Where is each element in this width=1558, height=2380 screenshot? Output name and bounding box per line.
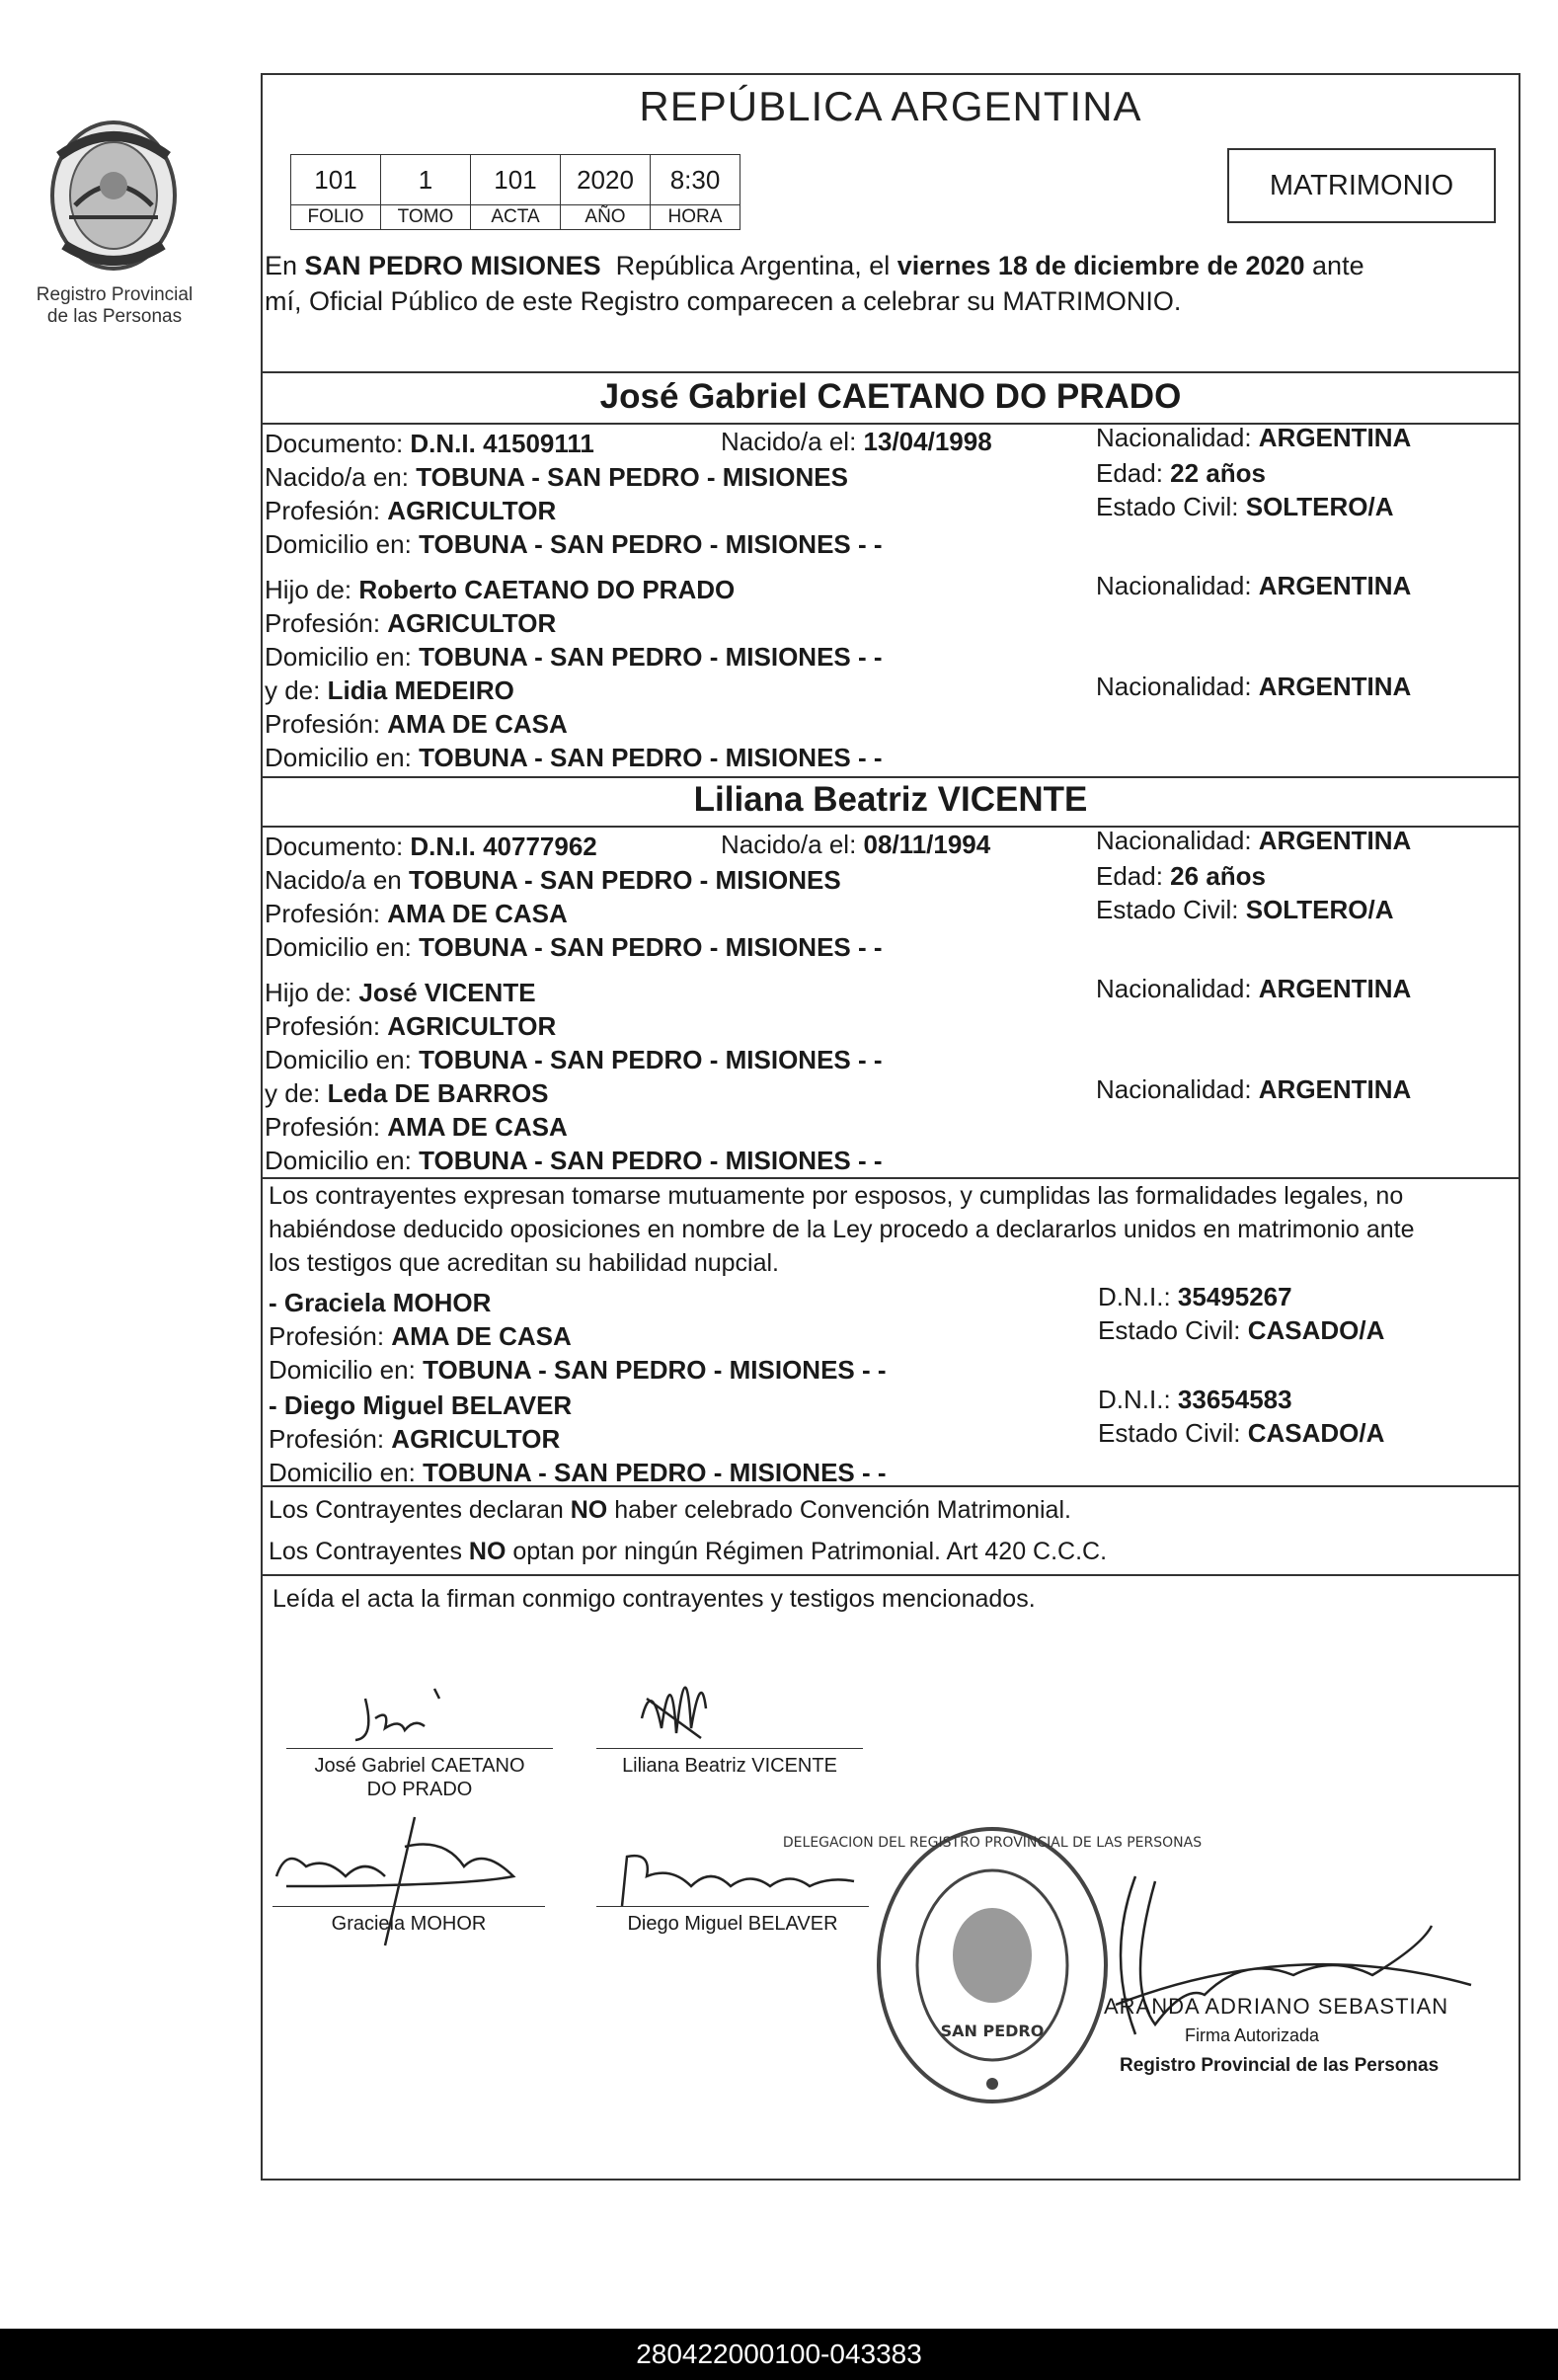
declaration-line-3: los testigos que acreditan su habilidad nupcial. bbox=[269, 1249, 780, 1277]
witness2-civil-status: Estado Civil: CASADO/A bbox=[1098, 1418, 1385, 1448]
spouse2-name-heading: Liliana Beatriz VICENTE bbox=[693, 780, 1088, 819]
spouse2-domicile: Domicilio en: TOBUNA - SAN PEDRO - MISIONES - - bbox=[265, 932, 883, 962]
tomo-label: TOMO bbox=[381, 205, 471, 230]
intro-line-1: En SAN PEDRO MISIONES República Argentina, el viernes 18 de diciembre de 2020 ante bbox=[265, 251, 1364, 280]
spouse1-mother-domicile: Domicilio en: TOBUNA - SAN PEDRO - MISIONES - - bbox=[265, 743, 883, 772]
spouse1-name-heading: José Gabriel CAETANO DO PRADO bbox=[599, 377, 1182, 416]
spouse1-profession: Profesión: AGRICULTOR bbox=[265, 496, 557, 525]
witness1-domicile: Domicilio en: TOBUNA - SAN PEDRO - MISIONES - - bbox=[269, 1355, 887, 1385]
spouse2-birthplace: Nacido/a en TOBUNA - SAN PEDRO - MISIONES bbox=[265, 865, 841, 895]
folio-value: 101 bbox=[291, 155, 381, 205]
intro-line-2: mí, Oficial Público de este Registro comparecen a celebrar su MATRIMONIO. bbox=[265, 286, 1182, 316]
spouse2-father-profession: Profesión: AGRICULTOR bbox=[265, 1011, 557, 1041]
spouse2-nationality: Nacionalidad: ARGENTINA bbox=[1096, 826, 1412, 855]
spouse1-mother-nationality: Nacionalidad: ARGENTINA bbox=[1096, 672, 1412, 701]
signature-line bbox=[273, 1906, 545, 1907]
registry-delegation-stamp bbox=[782, 1817, 1203, 2113]
spouse2-document: Documento: D.N.I. 40777962 bbox=[265, 832, 597, 861]
signature-line bbox=[596, 1748, 863, 1749]
spouse2-age: Edad: 26 años bbox=[1096, 861, 1266, 891]
spouse1-father-profession: Profesión: AGRICULTOR bbox=[265, 608, 557, 638]
tomo-value: 1 bbox=[381, 155, 471, 205]
witness1-name: - Graciela MOHOR bbox=[269, 1288, 492, 1317]
declaration-line-2: habiéndose deducido oposiciones en nombre de la Ley procedo a declararlos unidos en matrimonio ante bbox=[269, 1216, 1415, 1243]
witness2-name: - Diego Miguel BELAVER bbox=[269, 1390, 573, 1420]
spouse2-mother-nationality: Nacionalidad: ARGENTINA bbox=[1096, 1074, 1412, 1104]
declaration-line-1: Los contrayentes expresan tomarse mutuamente por esposos, y cumplidas las formalidades legales, no bbox=[269, 1182, 1404, 1210]
spouse1-civil-status: Estado Civil: SOLTERO/A bbox=[1096, 492, 1394, 521]
signature-scribble-liliana bbox=[632, 1639, 721, 1748]
official-role: Firma Autorizada bbox=[1185, 2025, 1320, 2045]
spouse1-father-nationality: Nacionalidad: ARGENTINA bbox=[1096, 571, 1412, 600]
anio-value: 2020 bbox=[561, 155, 651, 205]
convention-line-1: Los Contrayentes declaran NO haber celebrado Convención Matrimonial. bbox=[269, 1496, 1071, 1524]
divider bbox=[261, 776, 1520, 778]
anio-label: AÑO bbox=[561, 205, 651, 230]
witness1-dni: D.N.I.: 35495267 bbox=[1098, 1282, 1292, 1311]
divider bbox=[261, 371, 1520, 373]
spouse2-father-domicile: Domicilio en: TOBUNA - SAN PEDRO - MISIONES - - bbox=[265, 1045, 883, 1074]
official-name: ARANDA ADRIANO SEBASTIAN bbox=[1104, 1994, 1449, 2019]
spouse1-birthplace: Nacido/a en: TOBUNA - SAN PEDRO - MISIONES bbox=[265, 462, 848, 492]
stamp-ring-text: DELEGACION DEL REGISTRO PROVINCIAL DE LAS PERSONAS bbox=[782, 1835, 1203, 1851]
spouse1-father-domicile: Domicilio en: TOBUNA - SAN PEDRO - MISIONES - - bbox=[265, 642, 883, 672]
spouse2-mother: y de: Leda DE BARROS bbox=[265, 1078, 549, 1108]
signature-scribble-jose bbox=[346, 1679, 454, 1748]
spouse1-father: Hijo de: Roberto CAETANO DO PRADO bbox=[265, 575, 736, 604]
spouse1-birthdate: Nacido/a el: 13/04/1998 bbox=[721, 427, 992, 456]
divider bbox=[261, 1574, 1520, 1576]
witness2-profession: Profesión: AGRICULTOR bbox=[269, 1424, 561, 1454]
hora-label: HORA bbox=[651, 205, 740, 230]
spouse1-mother: y de: Lidia MEDEIRO bbox=[265, 675, 514, 705]
acta-label: ACTA bbox=[471, 205, 561, 230]
witness2-domicile: Domicilio en: TOBUNA - SAN PEDRO - MISIONES - - bbox=[269, 1458, 887, 1487]
witness2-dni: D.N.I.: 33654583 bbox=[1098, 1385, 1292, 1414]
folio-label: FOLIO bbox=[291, 205, 381, 230]
spouse2-profession: Profesión: AMA DE CASA bbox=[265, 899, 568, 928]
convention-line-2: Los Contrayentes NO optan por ningún Régimen Patrimonial. Art 420 C.C.C. bbox=[269, 1538, 1108, 1565]
spouse2-civil-status: Estado Civil: SOLTERO/A bbox=[1096, 895, 1394, 924]
signature-line bbox=[286, 1748, 553, 1749]
province-seal-logo bbox=[39, 107, 188, 275]
stamp-center-text: SAN PEDRO bbox=[940, 2022, 1045, 2040]
document-code-bar: 280422000100-043383 bbox=[0, 2329, 1558, 2380]
acta-value: 101 bbox=[471, 155, 561, 205]
spouse1-age: Edad: 22 años bbox=[1096, 458, 1266, 488]
official-organization: Registro Provincial de las Personas bbox=[1120, 2055, 1440, 2076]
closing-statement: Leída el acta la firman conmigo contrayentes y testigos mencionados. bbox=[273, 1585, 1036, 1613]
signature-caption-graciela: Graciela MOHOR bbox=[331, 1913, 487, 1935]
witness1-profession: Profesión: AMA DE CASA bbox=[269, 1321, 572, 1351]
signature-caption-diego: Diego Miguel BELAVER bbox=[627, 1913, 838, 1935]
spouse2-father: Hijo de: José VICENTE bbox=[265, 978, 536, 1007]
spouse1-nationality: Nacionalidad: ARGENTINA bbox=[1096, 423, 1412, 452]
spouse1-domicile: Domicilio en: TOBUNA - SAN PEDRO - MISIONES - - bbox=[265, 529, 883, 559]
hora-value: 8:30 bbox=[651, 155, 740, 205]
spouse2-mother-domicile: Domicilio en: TOBUNA - SAN PEDRO - MISIONES - - bbox=[265, 1146, 883, 1175]
signature-caption-jose: José Gabriel CAETANO DO PRADO bbox=[314, 1755, 525, 1800]
document-title: REPÚBLICA ARGENTINA bbox=[639, 83, 1142, 129]
spouse2-father-nationality: Nacionalidad: ARGENTINA bbox=[1096, 974, 1412, 1003]
spouse2-mother-profession: Profesión: AMA DE CASA bbox=[265, 1112, 568, 1142]
witness1-civil-status: Estado Civil: CASADO/A bbox=[1098, 1315, 1385, 1345]
spouse1-mother-profession: Profesión: AMA DE CASA bbox=[265, 709, 568, 739]
folio-table bbox=[290, 154, 740, 230]
spouse2-birthdate: Nacido/a el: 08/11/1994 bbox=[721, 830, 991, 859]
signature-line bbox=[596, 1906, 869, 1907]
spouse1-document: Documento: D.N.I. 41509111 bbox=[265, 429, 594, 458]
document-type-box: MATRIMONIO bbox=[1227, 148, 1496, 223]
registry-caption: Registro Provincial de las Personas bbox=[36, 284, 194, 327]
signature-caption-liliana: Liliana Beatriz VICENTE bbox=[622, 1755, 837, 1777]
